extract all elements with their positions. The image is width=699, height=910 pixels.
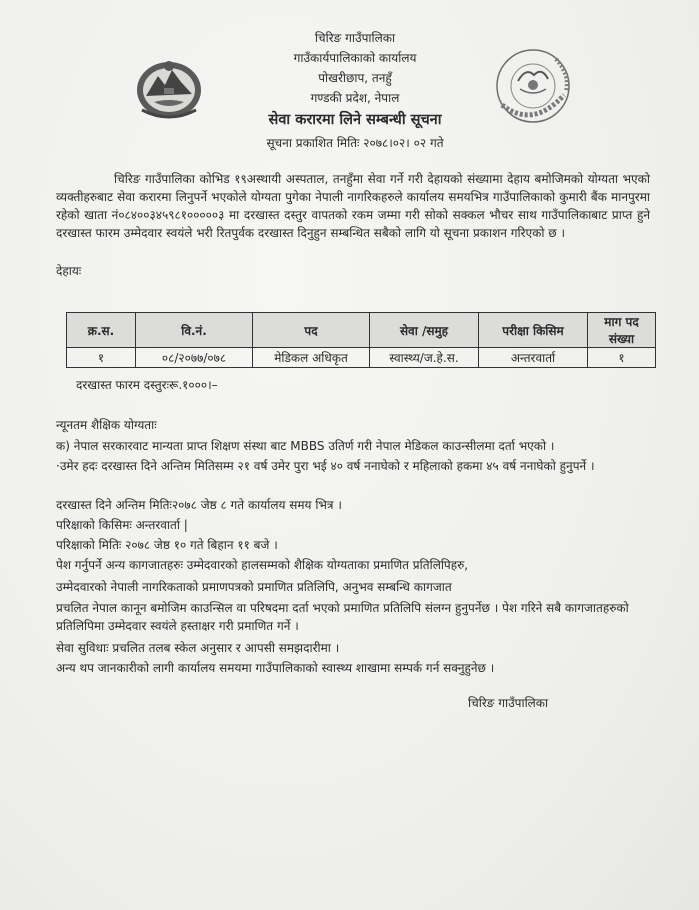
cell-vacancy-count: १ xyxy=(588,348,656,368)
application-deadline: दरखास्त दिने अन्तिम मितिः२०७८ जेष्ठ ८ गते कार्यालय समय भित्र । xyxy=(56,498,342,512)
exam-type: परिक्षाको किसिमः अन्तरवार्ता | xyxy=(56,518,188,532)
signature-block: चिरिङ गाउँपालिका xyxy=(468,696,549,710)
office-name: गाउँकार्यपालिकाको कार्यालय xyxy=(293,51,417,65)
table-row xyxy=(67,348,656,368)
col-service-group: सेवा /समुह xyxy=(370,313,479,348)
service-facility: सेवा सुविधाः प्रचलित तलब स्केल अनुसार र आपसी समझदारीमा । xyxy=(56,641,340,655)
cell-advertisement-no: ०८/२०७७/०७८ xyxy=(136,348,253,368)
office-address: पोखरीछाप, तनहुँ xyxy=(318,71,392,85)
application-fee: दरखास्त फारम दस्तुरःरू.१०००।– xyxy=(76,378,218,392)
municipality-name: चिरिङ गाउँपालिका xyxy=(314,31,396,45)
required-documents-2: उम्मेदवारको नेपाली नागरिकताको प्रमाणपत्रको प्रमाणित प्रतिलिपि, अनुभव सम्बन्धि कागजात xyxy=(56,580,452,594)
min-qualification-heading: न्यूनतम शैक्षिक योग्यताः xyxy=(56,418,157,432)
col-post: पद xyxy=(253,313,370,348)
dehay-label: देहायः xyxy=(56,264,82,278)
notice-paragraph xyxy=(56,170,650,242)
contact-info: अन्य थप जानकारीको लागी कार्यालय समयमा गाउँपालिकाको स्वास्थ्य शाखामा सम्पर्क गर्न सक्नुहुनेछ । xyxy=(56,661,495,675)
cell-exam-type: अन्तरवार्ता xyxy=(479,348,588,368)
cell-service-group: स्वास्थ्य/ज.हे.स. xyxy=(370,348,479,368)
exam-date: परिक्षाको मितिः २०७८ जेष्ठ १० गते बिहान ११ बजे । xyxy=(56,538,278,552)
notice-paragraph-text: चिरिङ गाउँपालिका कोभिड १९अस्थायी अस्पताल, तनहुँमा सेवा गर्ने गरी देहायको संख्यामा देहाय बमोजिमको योग्यता भएको व्यक्तीहरुबाट सेवा करारमा लिनुपर्ने भएकोले योग्यता पुगेका नेपाली नागरिकहरुले कार्यालय समयभित्र गाउँपालिकाको कुमारी बैंक मानपुरमा रहेको खाता नं०८४००३४५९८१०००००३ मा दरखास्त दस्तुर वापतको रकम जम्मा गरी सोको सक्कल भौचर साथ गाउँपालिकाबाट प्राप्त हुने दरखास्त फारम उम्मेदवार स्वयंले भरी रितपुर्वक दरखास्त दिनुहुन सम्बन्धित सबैको लागि यो सूचना प्रकाशन गरिएको छ । xyxy=(56,172,650,240)
cell-serial: १ xyxy=(67,348,136,368)
required-documents-1: पेश गर्नुपर्ने अन्य कागजातहरुः उम्मेदवारको हालसम्मको शैक्षिक योग्यताका प्रमाणित प्रतिलिपिहरु, xyxy=(56,558,469,572)
col-exam-type: परीक्षा किसिम xyxy=(479,313,588,348)
table-header-row xyxy=(67,313,656,348)
cell-post: मेडिकल अधिकृत xyxy=(253,348,370,368)
notice-title: सेवा करारमा लिने सम्बन्धी सूचना xyxy=(268,112,442,128)
col-advertisement-no: वि.नं. xyxy=(136,313,253,348)
age-limit: ·उमेर हदः दरखास्त दिने अन्तिम मितिसम्म २१ वर्ष उमेर पुरा भई ४० वर्ष ननाघेको र महिलाको हकमा ४५ वर्ष ननाघेको हुनुपर्ने । xyxy=(56,459,595,473)
publish-date: सूचना प्रकाशित मितिः २०७८।०२। ०२ गते xyxy=(266,136,444,150)
vacancy-table xyxy=(66,312,656,368)
required-documents-3: प्रचलित नेपाल कानून बमोजिम काउन्सिल वा परिषदमा दर्ता भएको प्रमाणित प्रतिलिपि संलग्न हुनुपर्नेछ । पेश गरिने सबै कागजातहरुको प्रतिलिपिमा उम्मेदवार स्वयंले हस्ताक्षर गरी प्रमाणित गर्ने । xyxy=(56,601,629,633)
col-vacancy-count: माग पद संख्या xyxy=(588,313,656,348)
province-country: गण्डकी प्रदेश, नेपाल xyxy=(310,91,400,105)
col-serial: क्र.स. xyxy=(67,313,136,348)
qualification-ka: क) नेपाल सरकारवाट मान्यता प्राप्त शिक्षण संस्था बाट MBBS उतिर्ण गरी नेपाल मेडिकल काउन्सीलमा दर्ता भएको । xyxy=(56,439,555,453)
